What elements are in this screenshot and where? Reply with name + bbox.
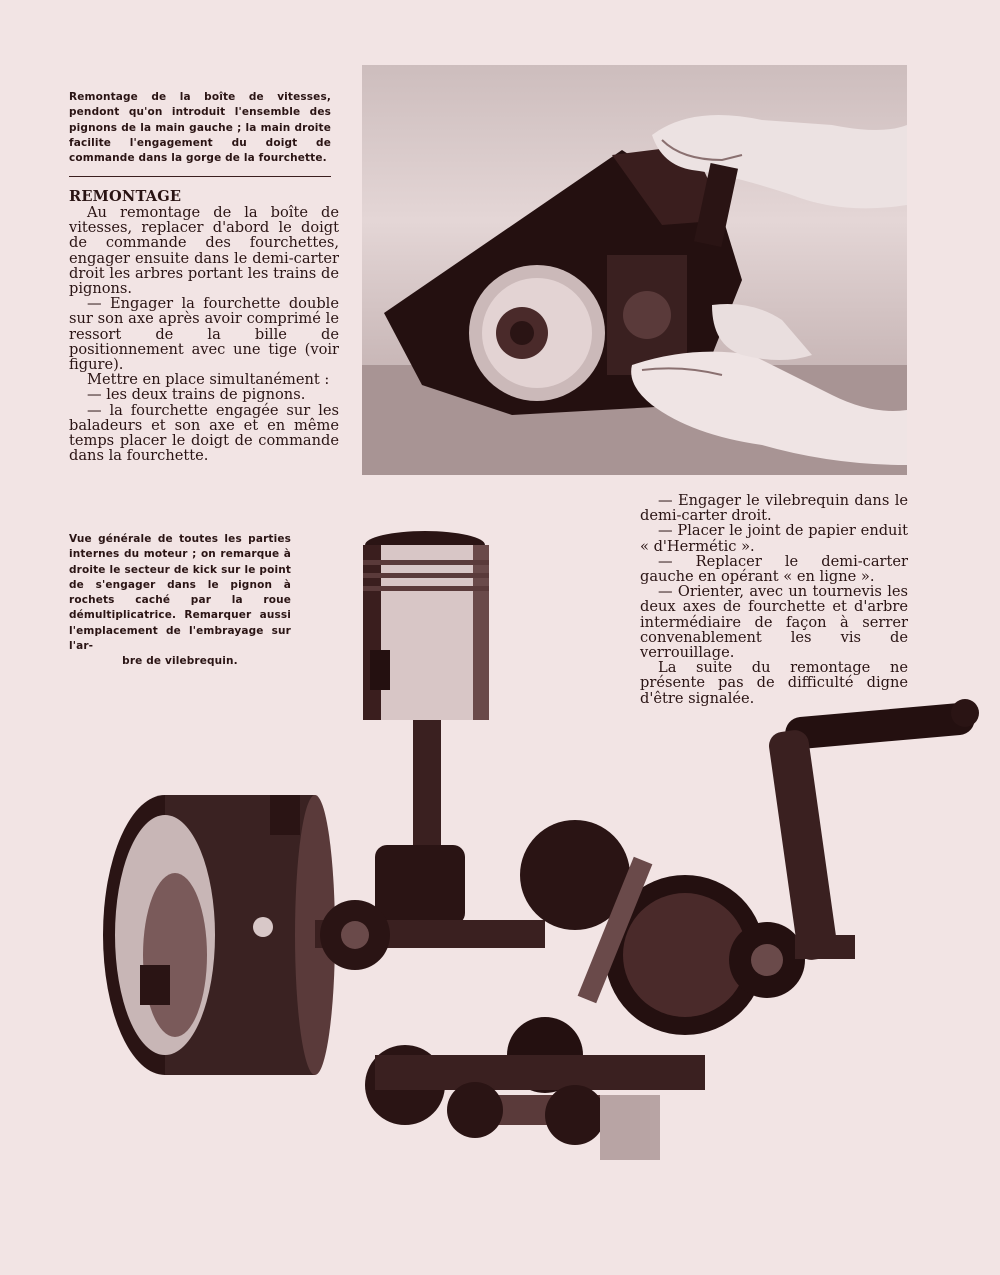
right-paragraph-3: — Replacer le demi-carter gauche en opérant « en ligne ». [640,552,908,586]
right-paragraph-1: — Engager le vilebrequin dans le demi-carter droit. [640,492,908,525]
section-heading: REMONTAGE [69,188,182,205]
right-paragraph-2: — Placer le joint de papier enduit « d'Hermétic ». [640,522,908,555]
caption-middle-main: Vue générale de toutes les parties internes du moteur ; on remarque à droite le secteur de kick sur le point de s'engager dans le pignon à rochets caché par la roue démultiplicatrice. Remarquer aussi l'emplacement de l'embrayage sur l'ar- [69,533,291,653]
left-paragraph-4: — les deux trains de pignons. [87,386,306,404]
engine-internals-photo [95,515,985,1180]
left-paragraph-2: — Engager la fourchette double sur son axe après avoir comprimé le ressort de la bille de positionnement avec une tige (voir figure). [69,295,339,374]
caption-top: Remontage de la boîte de vitesses, pendont qu'on introduit l'ensemble des pignons de la main gauche ; la main droite facilite l'engagement du doigt de commande dans la gorge de la fourchette. [69,91,331,165]
caption-middle-last-line: bre de vilebrequin. [122,655,238,668]
right-paragraph-5: La suite du remontage ne présente pas de difficulté digne d'être signalée. [640,659,908,707]
left-paragraph-5: — la fourchette engagée sur les baladeurs et son axe et en même temps placer le doigt de commande dans la fourchette. [69,401,339,465]
left-paragraph-1: Au remontage de la boîte de vitesses, replacer d'abord le doigt de commande des fourchettes, engager ensuite dans le demi-carter droit les arbres portant les trains de pignons. [69,204,339,298]
gearbox-assembly-photo [362,65,907,475]
right-paragraph-4: — Orienter, avec un tournevis les deux axes de fourchette et d'arbre intermédiaire de façon à serrer convenablement les vis de verrouillage. [640,583,908,662]
left-column-text [69,205,339,463]
caption-divider [69,176,331,177]
left-paragraph-3: Mettre en place simultanément : [87,371,330,389]
piston-icon [363,531,489,720]
